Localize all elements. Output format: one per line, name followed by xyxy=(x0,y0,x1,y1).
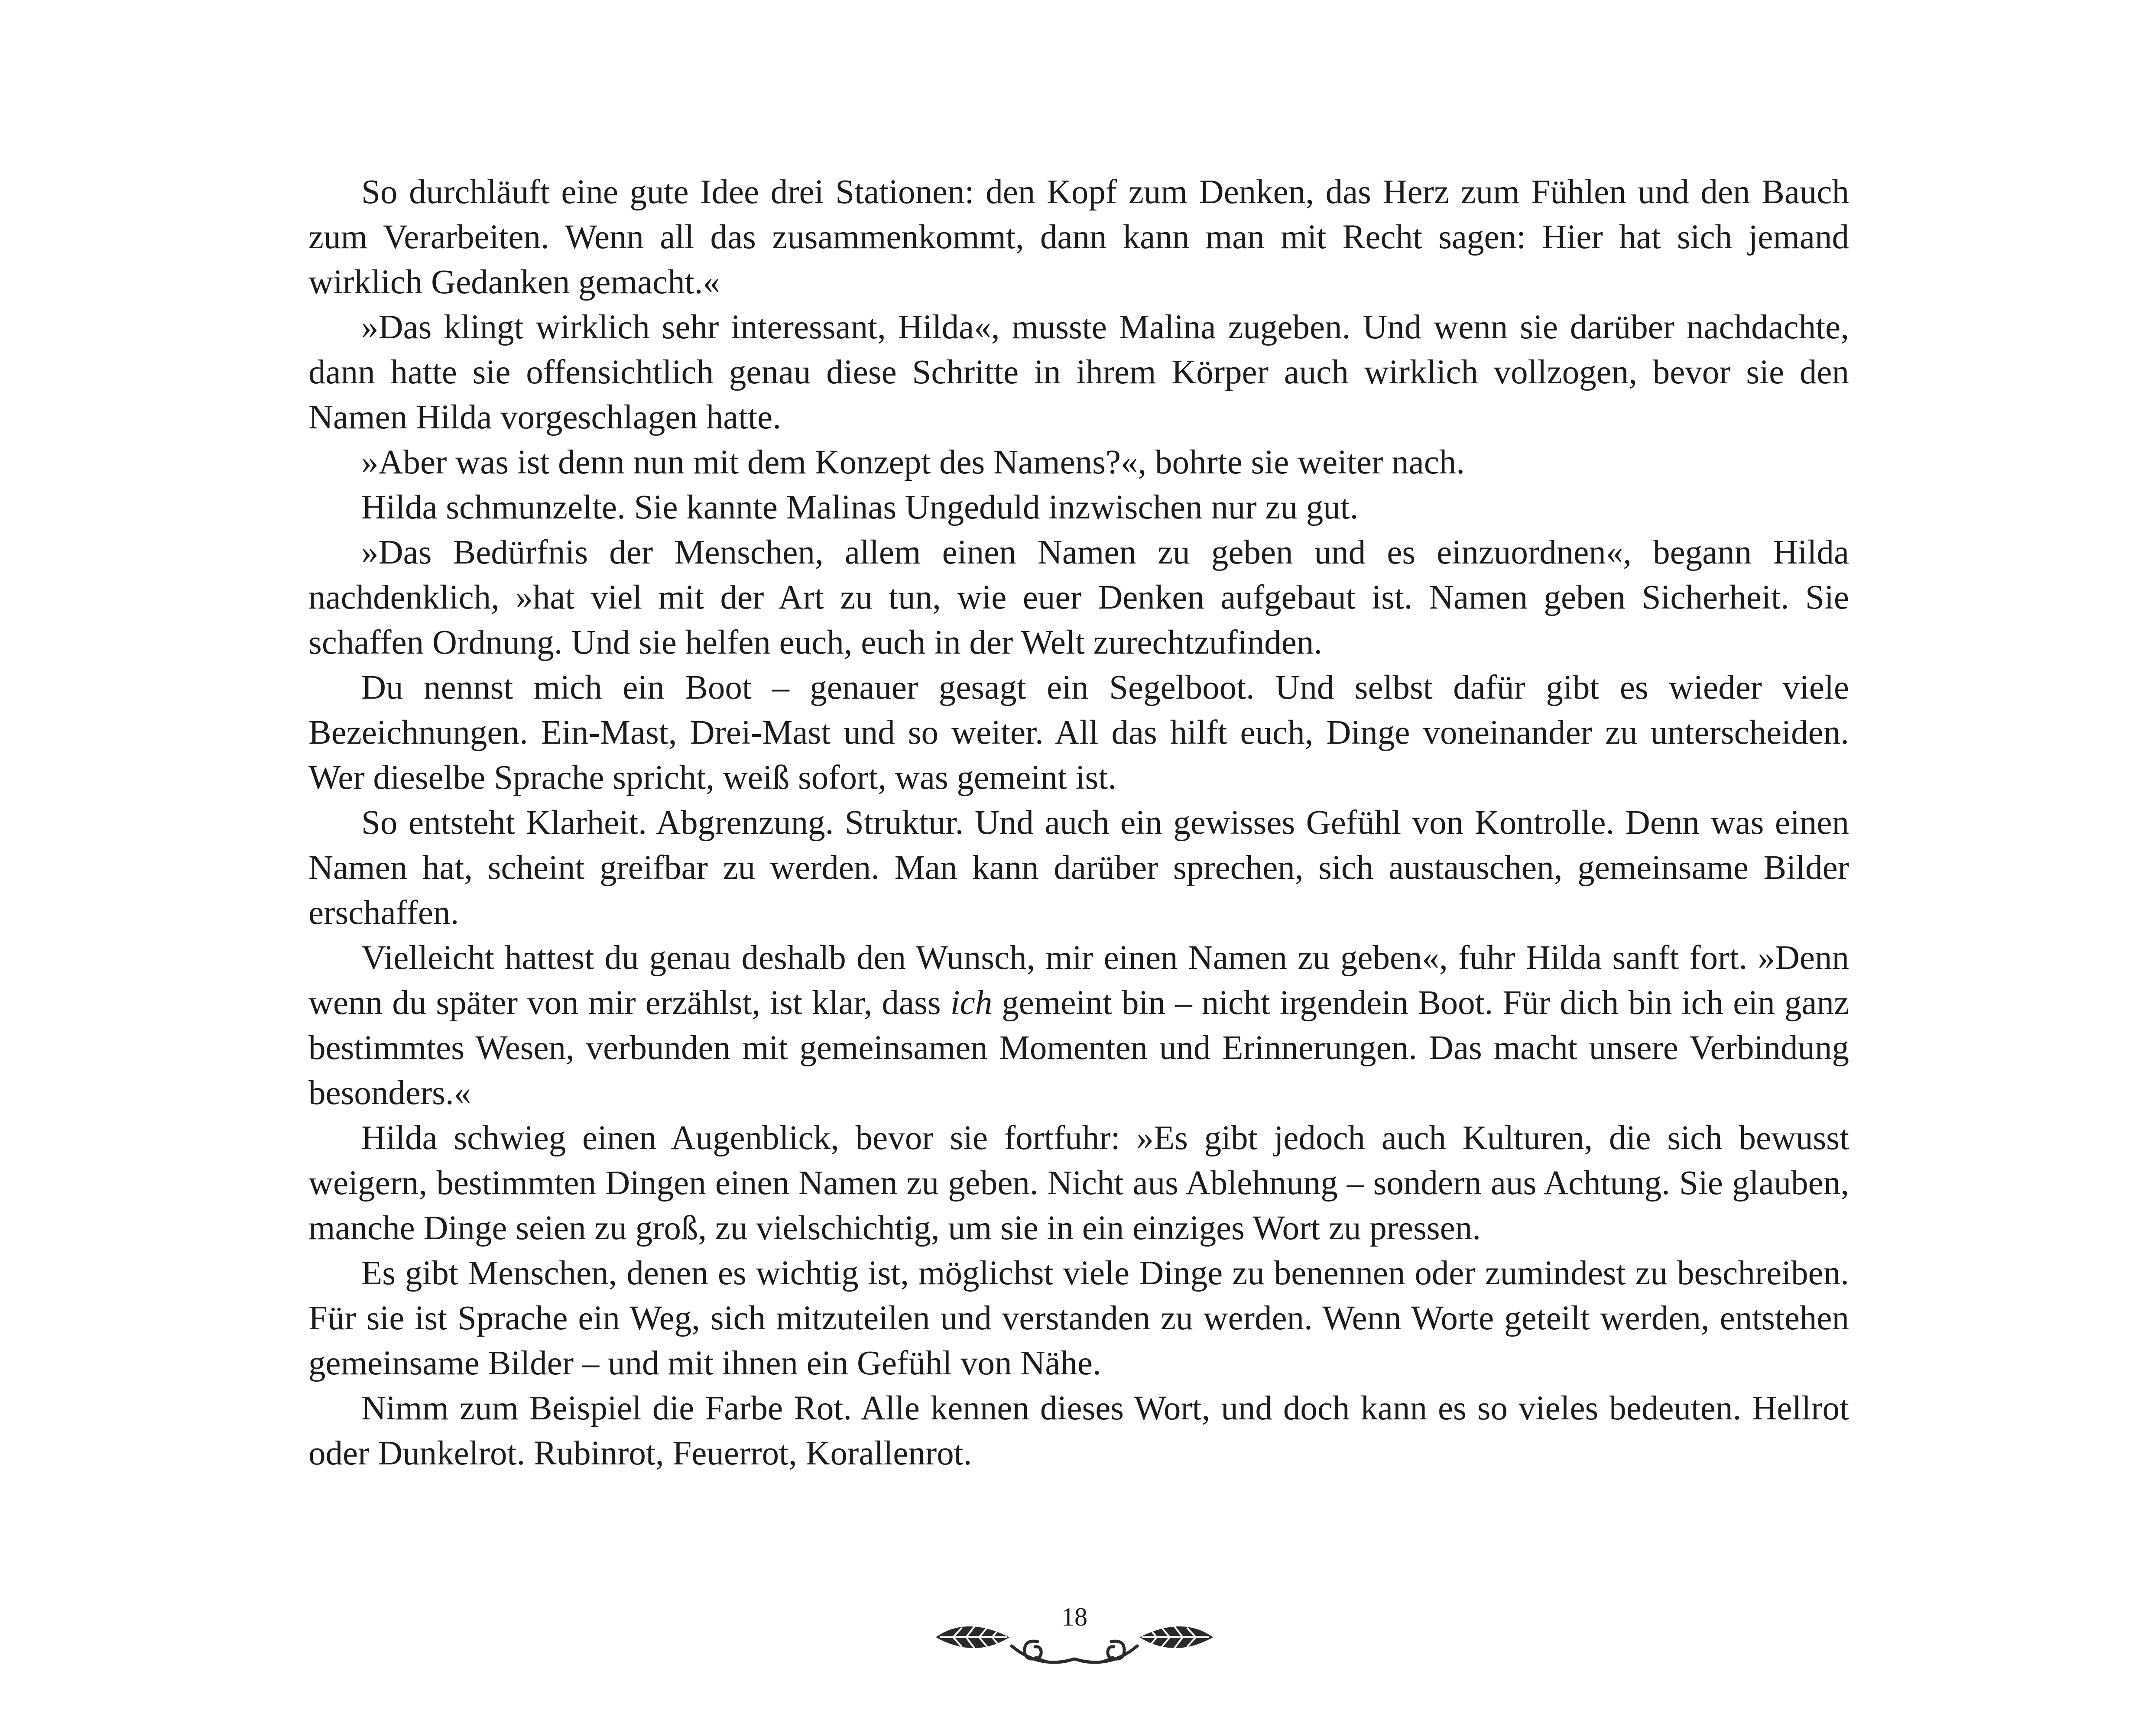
paragraph: »Das Bedürfnis der Menschen, allem einen Namen zu geben und es einzuordnen«, begann Hilda nachdenklich, »hat viel mit der Art zu tun, wie euer Denken aufgebaut ist. Namen geben Sicherheit. Sie schaffen Ordnung. Und sie helfen euch, euch in der Welt zurechtzufinden. xyxy=(308,534,1849,661)
paragraph: Hilda schmunzelte. Sie kannte Malinas Ungeduld inzwischen nur zu gut. xyxy=(361,489,1359,526)
body-text xyxy=(308,170,1849,1476)
page-number: 18 xyxy=(1061,1603,1087,1631)
paragraph: Hilda schwieg einen Augenblick, bevor sie fortfuhr: »Es gibt jedoch auch Kulturen, die sich bewusst weigern, bestimmten Dingen einen Namen zu geben. Nicht aus Ablehnung – sondern aus Achtung. Sie glauben, manche Dinge seien zu groß, zu vielschichtig, um sie in ein einziges Wort zu pressen. xyxy=(308,1119,1849,1247)
paragraph: Nimm zum Beispiel die Farbe Rot. Alle kennen dieses Wort, und doch kann es so vieles bedeuten. Hellrot oder Dunkelrot. Rubinrot, Feuerrot, Korallenrot. xyxy=(308,1389,1849,1472)
paragraph: Du nennst mich ein Boot – genauer gesagt ein Segelboot. Und selbst dafür gibt es wieder viele Bezeichnungen. Ein-Mast, Drei-Mast und so weiter. All das hilft euch, Dinge voneinander zu unterscheiden. Wer dieselbe Sprache spricht, weiß sofort, was gemeint ist. xyxy=(308,669,1849,797)
emphasis: ich xyxy=(950,984,993,1022)
paragraph: Es gibt Menschen, denen es wichtig ist, möglichst viele Dinge zu benennen oder zumindest zu beschreiben. Für sie ist Sprache ein Weg, sich mitzuteilen und verstanden zu werden. Wenn Worte geteilt werden, entstehen gemeinsame Bilder – und mit ihnen ein Gefühl von Nähe. xyxy=(308,1254,1849,1382)
paragraph: »Aber was ist denn nun mit dem Konzept des Namens?«, bohrte sie weiter nach. xyxy=(361,444,1465,481)
paragraph xyxy=(308,936,1849,1116)
paragraph: So entsteht Klarheit. Abgrenzung. Struktur. Und auch ein gewisses Gefühl von Kontrolle. Denn was einen Namen hat, scheint greifbar zu werden. Man kann darüber sprechen, sich austauschen, gemeinsame Bilder erschaffen. xyxy=(308,804,1849,932)
paragraph: So durchläuft eine gute Idee drei Stationen: den Kopf zum Denken, das Herz zum Fühlen und den Bauch zum Verarbeiten. Wenn all das zusammenkommt, dann kann man mit Recht sagen: Hier hat sich jemand wirklich Gedanken gemacht.« xyxy=(308,173,1849,301)
paragraph: »Das klingt wirklich sehr interessant, Hilda«, musste Malina zugeben. Und wenn sie darüber nachdachte, dann hatte sie offensichtlich genau diese Schritte in ihrem Körper auch wirklich vollzogen, bevor sie den Namen Hilda vorgeschlagen hatte. xyxy=(308,308,1849,436)
page-footer xyxy=(927,1594,1222,1681)
paragraph-text: gemeint bin – nicht irgendein Boot. Für dich bin ich ein ganz bestimmtes Wesen, verbunden mit gemeinsamen Momenten und Erinnerungen. Das macht unsere Verbindung besonders.« xyxy=(308,984,1849,1112)
paragraph-text: Vielleicht hattest du genau deshalb den Wunsch, mir einen Namen zu geben«, fuhr Hilda sanft fort. »Denn wenn du später von mir erzählst, ist klar, dass xyxy=(308,939,1849,1022)
